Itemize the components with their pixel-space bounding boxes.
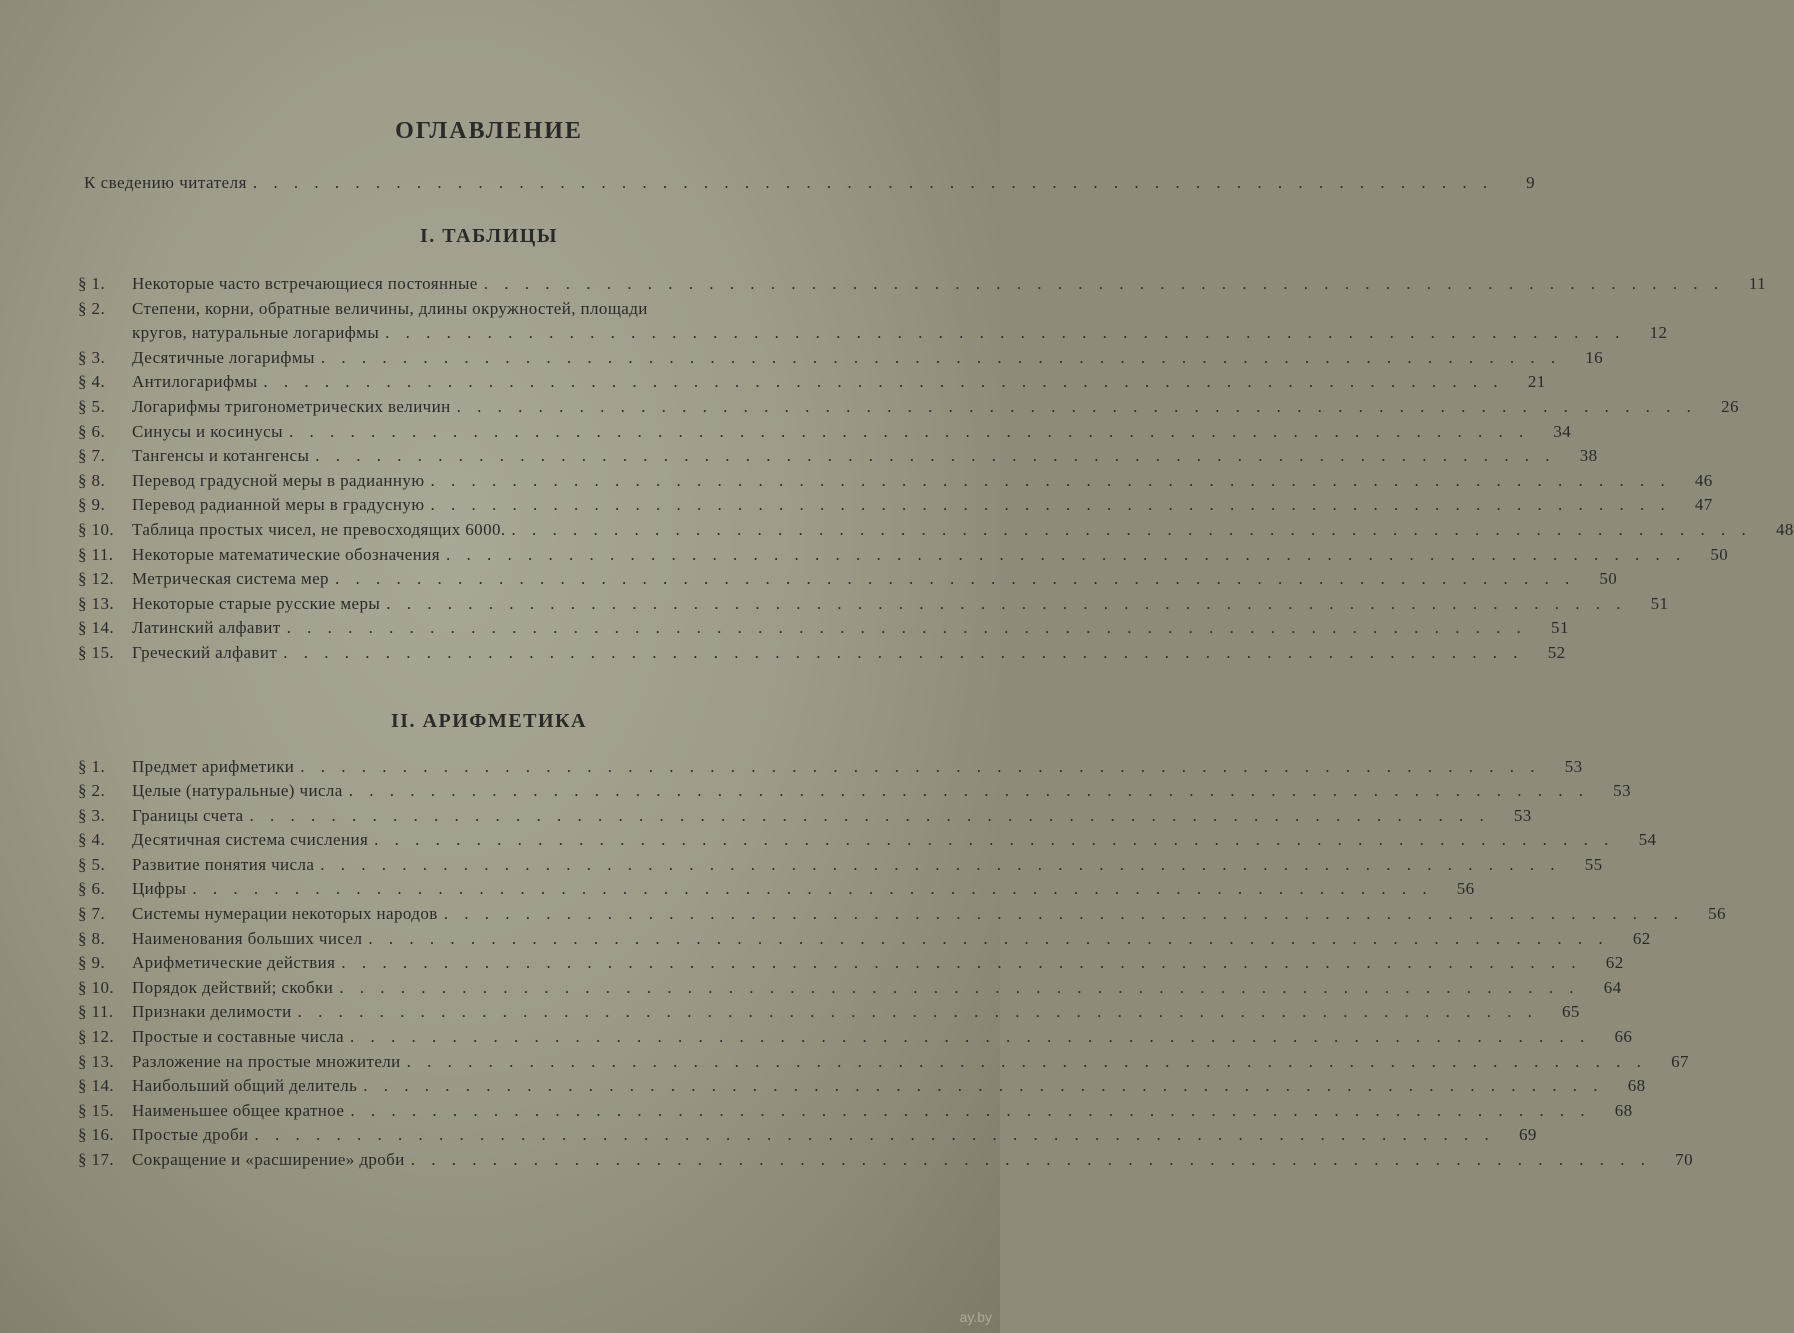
dot-leader — [349, 779, 1589, 804]
dot-leader — [249, 804, 1489, 829]
dot-leader — [289, 420, 1529, 445]
dot-leader — [339, 976, 1579, 1001]
section-title-tables: I. ТАБЛИЦЫ — [420, 225, 558, 247]
page-number: 55 — [1584, 854, 1603, 874]
section-number: § 15. — [78, 1100, 114, 1120]
page-number: 53 — [1613, 781, 1631, 801]
entry-title: Латинский алфавит — [132, 618, 281, 638]
toc-entry — [78, 1000, 1580, 1025]
section-number: § 6. — [78, 879, 106, 899]
toc-entry — [78, 976, 1622, 1001]
section-list-tables — [78, 272, 1794, 666]
page-number: 51 — [1650, 593, 1669, 613]
toc-entry — [78, 779, 1631, 804]
entry-title: Простые дроби — [132, 1125, 249, 1145]
toc-entry — [78, 902, 1726, 927]
dot-leader — [411, 1148, 1651, 1173]
entry-continuation — [132, 321, 1667, 346]
dot-leader — [253, 173, 1493, 193]
dot-leader — [255, 1123, 1495, 1148]
dot-leader — [430, 469, 1670, 494]
toc-entry — [78, 395, 1739, 420]
dot-leader — [341, 951, 1581, 976]
toc-entry — [78, 272, 1766, 297]
toc-entry — [78, 469, 1713, 494]
entry-title: Границы счета — [132, 805, 244, 825]
toc-entry — [78, 853, 1603, 878]
section-list-arithmetic — [78, 755, 1726, 1173]
entry-title: Перевод радианной меры в градусную — [132, 495, 425, 515]
dot-leader — [300, 755, 1540, 780]
toc-entry — [78, 444, 1598, 469]
toc-entry — [78, 346, 1604, 371]
dot-leader — [386, 592, 1626, 617]
toc-entry — [78, 804, 1532, 829]
page-number: 66 — [1614, 1027, 1633, 1047]
page-number: 70 — [1675, 1150, 1693, 1169]
section-number: § 14. — [78, 618, 114, 638]
page-number: 68 — [1627, 1076, 1646, 1096]
entry-title: Порядок действий; скобки — [132, 977, 334, 997]
section-number: § 13. — [78, 1051, 114, 1071]
dot-leader — [315, 444, 1555, 469]
page-number: 69 — [1518, 1125, 1537, 1145]
toc-entry — [78, 543, 1729, 568]
entry-title: Наибольший общий делитель — [132, 1076, 358, 1096]
dot-leader — [385, 321, 1625, 346]
toc-entry — [78, 951, 1624, 976]
section-number: § 6. — [78, 421, 106, 441]
page-title: ОГЛАВЛЕНИЕ — [395, 118, 583, 144]
page-number: 21 — [1527, 372, 1546, 392]
section-number: § 2. — [78, 781, 106, 801]
section-number: § 1. — [78, 274, 106, 293]
dot-leader — [374, 828, 1614, 853]
page-number: 11 — [1748, 274, 1766, 293]
toc-entry — [78, 755, 1583, 780]
entry-title: Некоторые математические обозначения — [132, 544, 440, 564]
entry-title: Признаки делимости — [132, 1002, 292, 1022]
toc-entry — [78, 518, 1794, 543]
dot-leader — [335, 567, 1575, 592]
entry-title: Развитие понятия числа — [132, 854, 315, 874]
page-number: 56 — [1456, 879, 1475, 899]
dot-leader — [484, 272, 1724, 297]
intro-page-number: 9 — [1526, 173, 1536, 192]
section-number: § 7. — [78, 446, 106, 466]
toc-entry — [78, 420, 1572, 445]
watermark: ay.by — [959, 1309, 992, 1325]
toc-entry — [78, 1148, 1693, 1173]
page-number: 62 — [1632, 928, 1651, 948]
toc-entry — [78, 297, 1668, 346]
dot-leader — [283, 641, 1523, 666]
entry-title: Арифметические действия — [132, 953, 336, 973]
section-number: § 17. — [78, 1150, 114, 1169]
intro-entry — [84, 173, 1536, 193]
toc-entry — [78, 1123, 1537, 1148]
dot-leader — [512, 518, 1752, 543]
toc-entry — [78, 370, 1546, 395]
page-number: 16 — [1585, 347, 1604, 367]
section-title-arithmetic: II. АРИФМЕТИКА — [390, 709, 588, 732]
entry-title-continued: кругов, натуральные логарифмы — [132, 323, 380, 343]
section-number: § 14. — [78, 1076, 114, 1096]
section-number: § 5. — [78, 396, 106, 416]
dot-leader — [350, 1099, 1590, 1124]
page-number: 48 — [1775, 519, 1794, 539]
dot-leader — [350, 1025, 1590, 1050]
page-number: 38 — [1579, 446, 1598, 466]
entry-text-block — [132, 297, 1667, 346]
entry-title: Степени, корни, обратные величины, длины окружностей, площади — [132, 298, 648, 318]
toc-entry — [78, 1099, 1633, 1124]
entry-title: Системы нумерации некоторых народов — [132, 904, 438, 924]
section-number: § 1. — [78, 756, 106, 776]
toc-entry — [78, 592, 1669, 617]
dot-leader — [457, 395, 1697, 420]
page-number: 52 — [1547, 642, 1566, 662]
dot-leader — [192, 877, 1432, 902]
page-number: 12 — [1649, 323, 1668, 343]
page-number: 65 — [1562, 1002, 1580, 1022]
entry-title: Целые (натуральные) числа — [132, 781, 343, 801]
toc-entry — [78, 567, 1618, 592]
section-number: § 15. — [78, 642, 114, 662]
page-number: 53 — [1513, 805, 1532, 825]
toc-entry — [78, 1050, 1689, 1075]
page-number: 26 — [1721, 396, 1739, 416]
toc-entry — [78, 641, 1566, 666]
entry-title: Антилогарифмы — [132, 372, 258, 392]
page-number: 56 — [1708, 904, 1726, 924]
entry-title: Наименьшее общее кратное — [132, 1100, 345, 1120]
section-number: § 11. — [78, 1002, 114, 1022]
section-number: § 11. — [78, 544, 114, 564]
entry-title: Греческий алфавит — [132, 642, 278, 662]
page-number: 34 — [1553, 421, 1572, 441]
toc-entry — [78, 1074, 1646, 1099]
toc-entry — [78, 927, 1651, 952]
section-number: § 5. — [78, 854, 106, 874]
page-number: 47 — [1694, 495, 1713, 515]
section-number: § 3. — [78, 347, 106, 367]
entry-title: Некоторые часто встречающиеся постоянные — [132, 274, 478, 293]
entry-title: Цифры — [132, 879, 187, 899]
dot-leader — [446, 543, 1686, 568]
entry-title: Десятичные логарифмы — [132, 347, 315, 367]
section-number: § 12. — [78, 569, 114, 589]
entry-title: Наименования больших чисел — [132, 928, 363, 948]
dot-leader — [444, 902, 1684, 927]
dot-leader — [298, 1000, 1538, 1025]
section-number: § 10. — [78, 519, 114, 539]
entry-title: Логарифмы тригонометрических величин — [132, 396, 451, 416]
section-number: § 4. — [78, 830, 106, 850]
dot-leader — [287, 616, 1527, 641]
entry-title: Предмет арифметики — [132, 756, 295, 776]
section-number: § 8. — [78, 928, 106, 948]
page-number: 54 — [1638, 830, 1657, 850]
entry-title: Разложение на простые множители — [132, 1051, 401, 1071]
toc-entry — [78, 493, 1713, 518]
toc-entry — [78, 828, 1657, 853]
dot-leader — [320, 853, 1560, 878]
section-number: § 16. — [78, 1125, 114, 1145]
section-number: § 13. — [78, 593, 114, 613]
dot-leader — [430, 493, 1670, 518]
section-number: § 9. — [78, 495, 106, 515]
toc-entry — [78, 1025, 1633, 1050]
entry-title: Некоторые старые русские меры — [132, 593, 381, 613]
page-number: 50 — [1710, 544, 1729, 564]
page-number: 67 — [1671, 1051, 1689, 1071]
section-number: § 2. — [78, 298, 106, 318]
entry-title: Синусы и косинусы — [132, 421, 283, 441]
section-number: § 9. — [78, 953, 106, 973]
section-number: § 12. — [78, 1027, 114, 1047]
dot-leader — [321, 346, 1561, 371]
toc-entry — [78, 616, 1569, 641]
entry-title: Десятичная система счисления — [132, 830, 369, 850]
section-number: § 10. — [78, 977, 114, 997]
entry-title: Сокращение и «расширение» дроби — [132, 1150, 405, 1169]
dot-leader — [363, 1074, 1603, 1099]
page-number: 64 — [1603, 977, 1622, 997]
page-number: 62 — [1605, 953, 1624, 973]
entry-title: Метрическая система мер — [132, 569, 329, 589]
page-number: 46 — [1694, 470, 1713, 490]
entry-title: Простые и составные числа — [132, 1027, 344, 1047]
dot-leader — [407, 1050, 1647, 1075]
dot-leader — [368, 927, 1608, 952]
section-number: § 7. — [78, 904, 106, 924]
page-number: 53 — [1564, 756, 1583, 776]
toc-entry — [78, 877, 1475, 902]
section-number: § 4. — [78, 372, 106, 392]
page-number: 50 — [1599, 569, 1618, 589]
page-number: 51 — [1551, 618, 1569, 638]
intro-label: К сведению читателя — [84, 173, 247, 192]
section-number: § 8. — [78, 470, 106, 490]
entry-title: Таблица простых чисел, не превосходящих 6000. — [132, 519, 506, 539]
entry-title: Перевод градусной меры в радианную — [132, 470, 425, 490]
entry-title: Тангенсы и котангенсы — [132, 446, 310, 466]
section-number: § 3. — [78, 805, 106, 825]
page-number: 68 — [1614, 1100, 1633, 1120]
dot-leader — [263, 370, 1503, 395]
